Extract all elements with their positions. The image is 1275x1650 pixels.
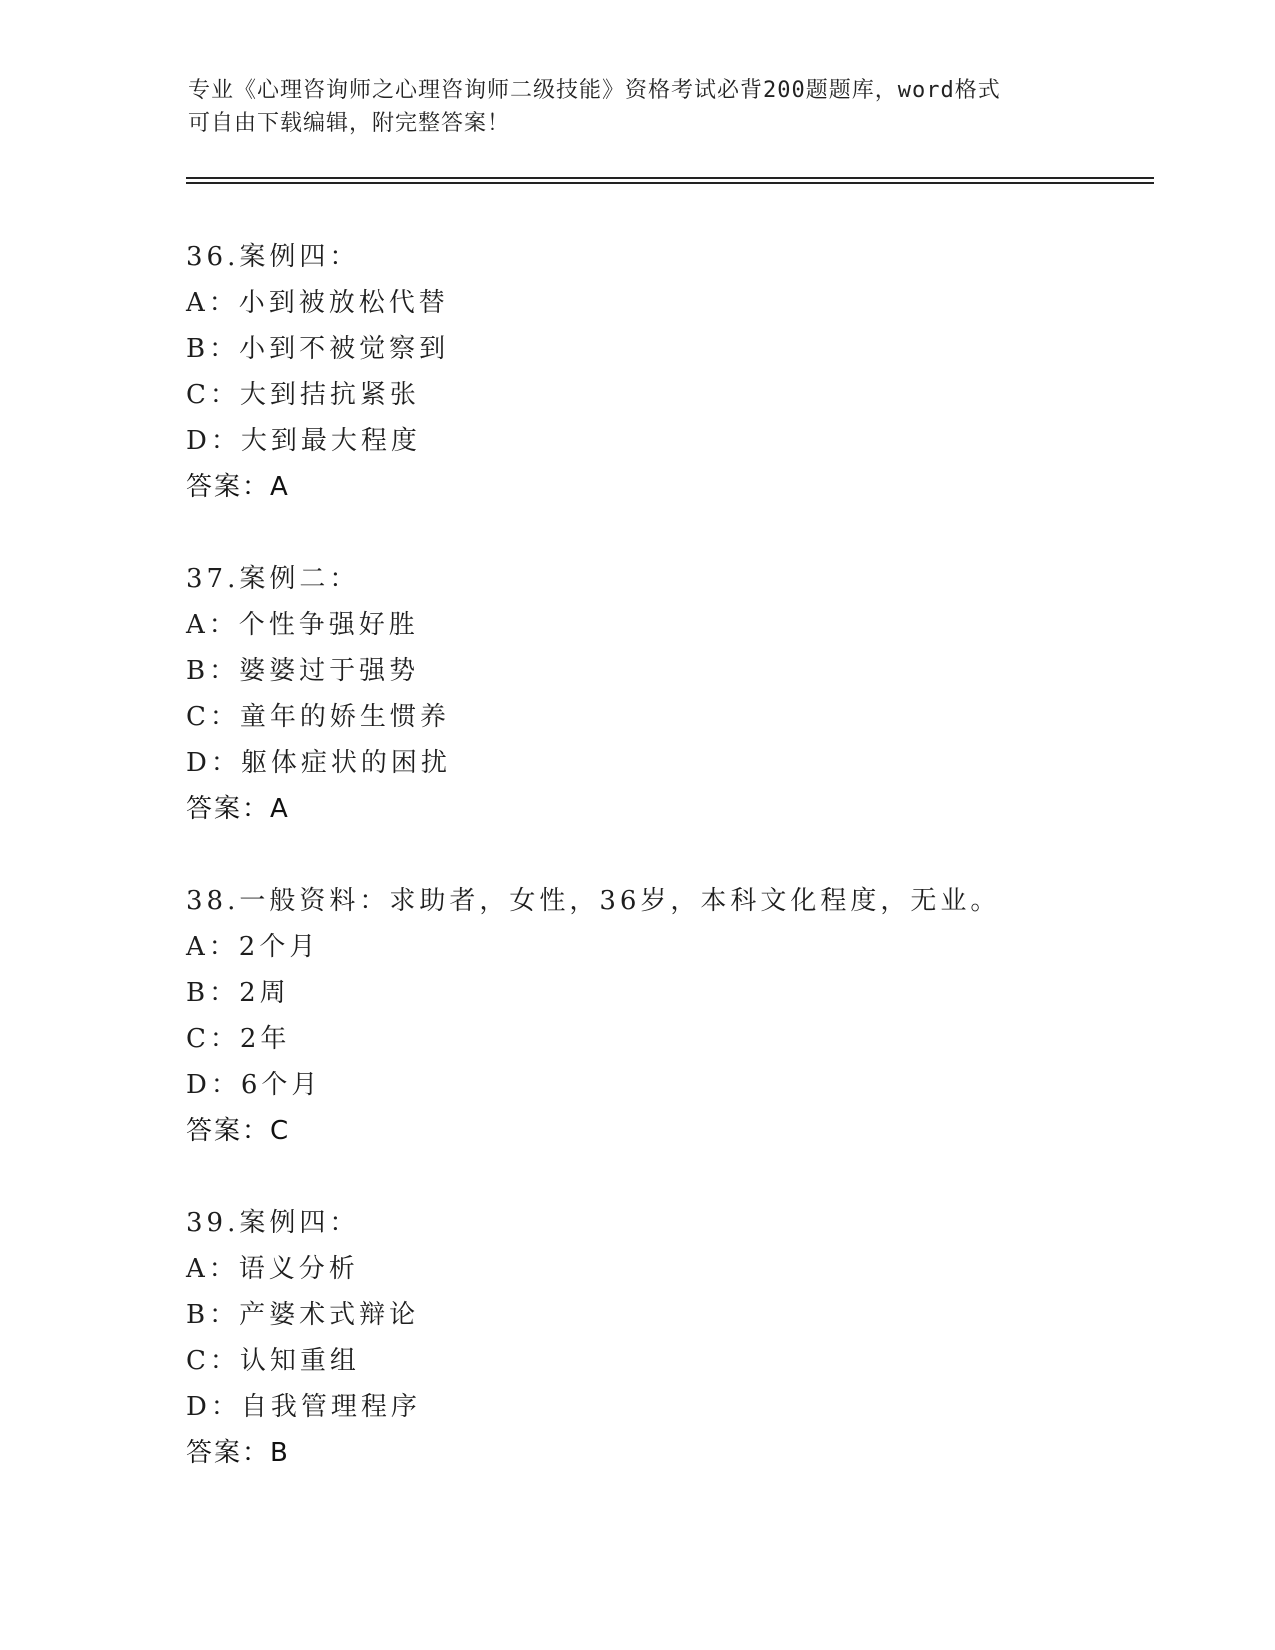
option-a: A：小到被放松代替 (186, 288, 449, 318)
option-b: B：小到不被觉察到 (186, 334, 450, 364)
answer-line: 答案：A (186, 794, 290, 824)
option-c: C：认知重组 (186, 1346, 360, 1376)
answer-line: 答案：B (186, 1438, 290, 1468)
document-header (188, 74, 1068, 140)
option-d: D：自我管理程序 (186, 1392, 421, 1422)
option-b: B：产婆术式辩论 (186, 1300, 420, 1330)
option-a: A：语义分析 (186, 1254, 359, 1284)
question-36 (186, 234, 449, 510)
option-c: C：2年 (186, 1024, 291, 1054)
option-a: A：2个月 (186, 932, 320, 962)
option-a: A：个性争强好胜 (186, 610, 419, 640)
question-stem: 37.案例二： (186, 564, 360, 594)
header-line-2: 可自由下载编辑，附完整答案！ (188, 111, 511, 136)
header-divider-top (186, 177, 1154, 179)
answer-line: 答案：A (186, 472, 290, 502)
question-38 (186, 878, 1000, 1154)
header-line-1: 专业《心理咨询师之心理咨询师二级技能》资格考试必背200题题库，word格式 (188, 78, 1001, 103)
question-stem: 38.一般资料：求助者，女性，36岁，本科文化程度，无业。 (186, 886, 1001, 916)
option-b: B：2周 (186, 978, 290, 1008)
option-c: C：童年的娇生惯养 (186, 702, 450, 732)
question-37 (186, 556, 451, 832)
header-divider-bottom (186, 182, 1154, 184)
option-d: D：6个月 (186, 1070, 322, 1100)
answer-line: 答案：C (186, 1116, 291, 1146)
option-d: D：大到最大程度 (186, 426, 421, 456)
option-b: B：婆婆过于强势 (186, 656, 420, 686)
question-stem: 39.案例四： (186, 1208, 360, 1238)
question-stem: 36.案例四： (186, 242, 360, 272)
question-39 (186, 1200, 421, 1476)
option-d: D：躯体症状的困扰 (186, 748, 451, 778)
option-c: C：大到拮抗紧张 (186, 380, 420, 410)
